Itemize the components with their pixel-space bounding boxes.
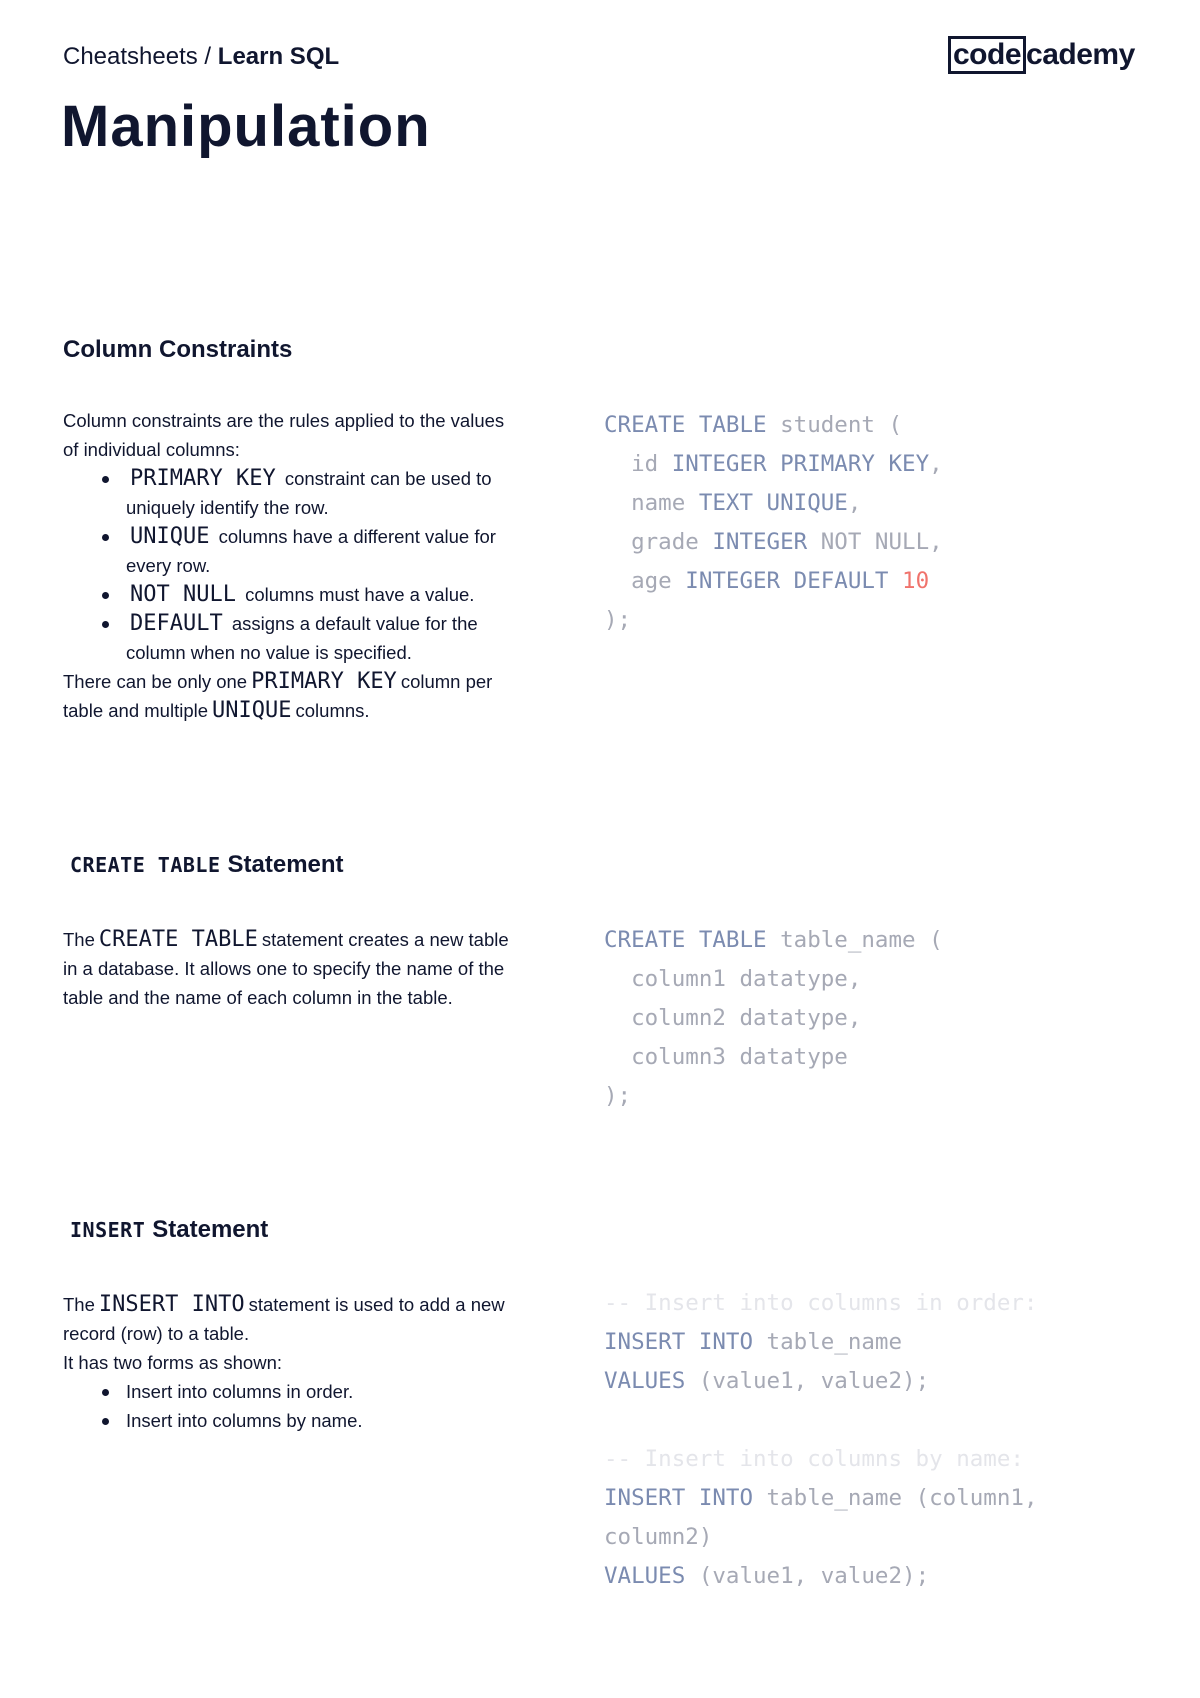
create-table-code-block [604, 921, 943, 1116]
heading-code: CREATE TABLE [70, 853, 221, 877]
breadcrumb-separator: / [197, 43, 218, 70]
desc-text: statement creates a new table in a database. It allows one to specify the name of the table and the name of each column in the table. [63, 929, 509, 1008]
code-text: student ( [766, 412, 903, 438]
code-line: ); [604, 607, 632, 633]
code-line: column1 datatype, [604, 966, 862, 992]
create-table-description [63, 925, 523, 1012]
code-line: column2 datatype, [604, 1005, 862, 1031]
code-keyword: INTEGER [712, 529, 808, 555]
code-text: table_name (column1, [753, 1485, 1038, 1511]
code-text: table_name ( [766, 927, 943, 953]
insert-forms-list [63, 1377, 523, 1435]
code-comment: -- Insert into columns in order: [604, 1290, 1038, 1316]
insert-desc-text [63, 1290, 523, 1348]
code-keyword: INTEGER DEFAULT [685, 568, 889, 594]
code-line [604, 406, 943, 445]
breadcrumb [63, 42, 339, 72]
code-text: grade [604, 529, 713, 555]
code-text: , [929, 451, 943, 477]
logo-cademy-text: cademy [1026, 38, 1135, 71]
page-title: Manipulation [61, 94, 431, 159]
column-constraints-list [63, 464, 523, 667]
inline-code: INSERT INTO [98, 1292, 245, 1317]
code-keyword: INSERT INTO [604, 1329, 754, 1355]
column-constraints-code-block [604, 406, 943, 640]
list-item-text: assigns a default value for the column when no value is specified. [126, 613, 478, 663]
inline-code: PRIMARY KEY [130, 466, 276, 491]
section-heading-insert [63, 1215, 268, 1245]
code-keyword: VALUES [604, 1563, 686, 1589]
inline-code: UNIQUE [212, 698, 292, 723]
list-item [126, 522, 523, 580]
desc-text: The [63, 929, 95, 950]
inline-code: UNIQUE [130, 524, 210, 549]
inline-code: PRIMARY KEY [251, 669, 397, 694]
code-text: NOT NULL, [807, 529, 943, 555]
code-keyword: TEXT UNIQUE [698, 490, 848, 516]
code-text: id [604, 451, 672, 477]
column-constraints-description [63, 406, 523, 725]
list-item: Insert into columns in order. [126, 1377, 523, 1406]
inline-code: NOT NULL [130, 582, 236, 607]
code-text: table_name [753, 1329, 903, 1355]
insert-code-block [604, 1284, 1038, 1596]
code-line [604, 1323, 1038, 1362]
section-heading-column-constraints: Column Constraints [63, 336, 293, 363]
list-item: Insert into columns by name. [126, 1406, 523, 1435]
code-text: age [604, 568, 686, 594]
list-item [126, 580, 523, 609]
heading-text: Statement [227, 851, 344, 878]
code-keyword: INSERT INTO [604, 1485, 754, 1511]
inline-code: CREATE TABLE [98, 927, 258, 952]
column-constraints-outro [63, 667, 523, 725]
code-line [604, 523, 943, 562]
breadcrumb-root-link[interactable]: Cheatsheets [63, 43, 198, 70]
code-line: ); [604, 1083, 632, 1109]
code-line: column3 datatype [604, 1044, 848, 1070]
code-text: , [847, 490, 862, 516]
code-blank-line [604, 1401, 1038, 1440]
outro-text: column per table and multiple [63, 671, 493, 721]
code-line [604, 1362, 1038, 1401]
heading-code: INSERT [70, 1218, 146, 1242]
list-item-text: columns have a different value for every row. [126, 526, 496, 576]
code-keyword: CREATE TABLE [604, 412, 767, 438]
code-number: 10 [902, 568, 930, 594]
code-line [604, 921, 943, 960]
code-keyword: CREATE TABLE [604, 927, 767, 953]
column-constraints-intro: Column constraints are the rules applied to the values of individual columns: [63, 410, 505, 460]
code-line [604, 1479, 1038, 1518]
list-item [126, 464, 523, 522]
desc-text: statement is used to add a new record (row) to a table. [63, 1294, 505, 1344]
breadcrumb-course-link[interactable]: Learn SQL [217, 43, 340, 70]
list-item [126, 609, 523, 667]
code-keyword: VALUES [604, 1368, 686, 1394]
insert-desc-forms: It has two forms as shown: [63, 1352, 283, 1373]
list-item-text: constraint can be used to uniquely identify the row. [126, 468, 492, 518]
code-text: name [604, 490, 699, 516]
code-comment: -- Insert into columns by name: [604, 1446, 1024, 1472]
section-heading-create-table [63, 850, 344, 880]
code-keyword: INTEGER PRIMARY KEY [671, 451, 930, 477]
create-table-desc-text [63, 925, 523, 1012]
code-line [604, 1557, 1038, 1596]
code-line: column2) [604, 1524, 713, 1550]
code-line [604, 445, 943, 484]
list-item-text: columns must have a value. [245, 584, 475, 605]
inline-code: DEFAULT [130, 611, 223, 636]
desc-text: The [63, 1294, 95, 1315]
heading-text: Statement [152, 1216, 269, 1243]
outro-text: There can be only one [63, 671, 248, 692]
logo-code-box: code [948, 36, 1026, 74]
code-line [604, 484, 943, 523]
code-text: (value1, value2); [685, 1563, 930, 1589]
code-line [604, 562, 943, 601]
codecademy-logo[interactable] [948, 36, 1135, 76]
insert-description [63, 1290, 523, 1435]
outro-text: columns. [295, 700, 370, 721]
code-text: (value1, value2); [685, 1368, 930, 1394]
